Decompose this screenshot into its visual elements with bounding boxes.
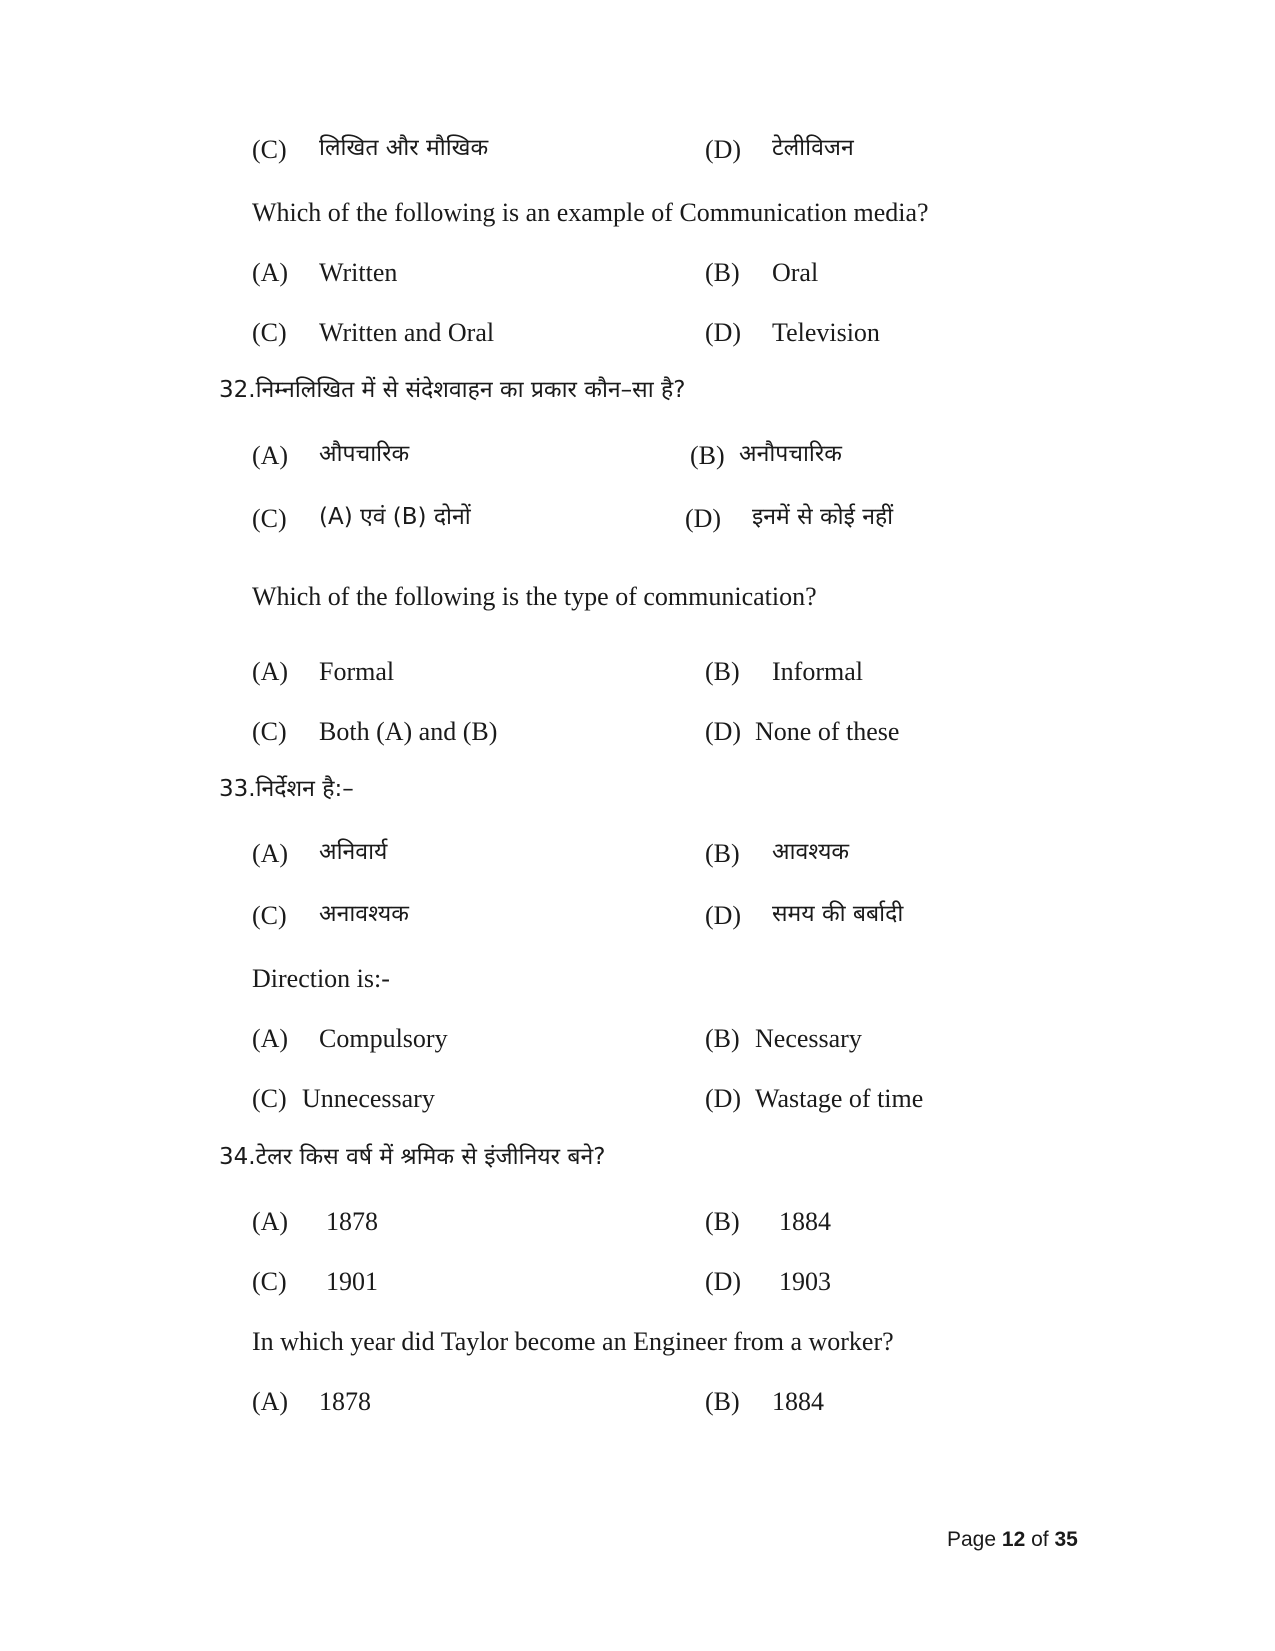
option-label: (B)	[705, 839, 740, 868]
option-text: Written and Oral	[319, 318, 495, 347]
of-word: of	[1031, 1528, 1049, 1551]
option-text: Wastage of time	[755, 1084, 924, 1113]
option-text: लिखित और मौखिक	[319, 135, 489, 161]
option-text: (A) एवं (B) दोनों	[319, 504, 471, 530]
option-text: 1884	[779, 1207, 831, 1236]
page-footer	[947, 1528, 1078, 1552]
option-text: औपचारिक	[319, 441, 410, 467]
option-label: (A)	[252, 1024, 289, 1053]
question-english: Direction is:-	[252, 964, 390, 993]
option-label: (D)	[705, 135, 742, 164]
option-text: आवश्यक	[772, 839, 850, 865]
option-label: (A)	[252, 441, 289, 470]
option-text: Television	[772, 318, 880, 347]
question-hindi: 33.निर्देशन है:–	[219, 776, 354, 802]
option-label: (A)	[252, 657, 289, 686]
option-label: (B)	[705, 1207, 740, 1236]
option-label: (C)	[252, 1084, 287, 1113]
option-text: अनावश्यक	[319, 901, 409, 927]
option-label: (A)	[252, 839, 289, 868]
option-label: (D)	[705, 1267, 742, 1296]
option-text: अनिवार्य	[319, 839, 388, 865]
option-text: Informal	[772, 657, 863, 686]
option-label: (A)	[252, 1387, 289, 1416]
option-label: (A)	[252, 258, 289, 287]
option-label: (B)	[705, 657, 740, 686]
option-text: Oral	[772, 258, 819, 287]
option-label: (C)	[252, 1267, 287, 1296]
option-text: टेलीविजन	[772, 135, 854, 161]
option-label: (A)	[252, 1207, 289, 1236]
option-text: 1901	[326, 1267, 378, 1296]
question-english: In which year did Taylor become an Engineer from a worker?	[252, 1327, 894, 1356]
option-label: (C)	[252, 504, 287, 533]
option-label: (C)	[252, 135, 287, 164]
option-label: (B)	[705, 1024, 740, 1053]
option-label: (D)	[705, 318, 742, 347]
option-text: Compulsory	[319, 1024, 448, 1053]
option-text: अनौपचारिक	[739, 441, 842, 467]
option-text: Written	[319, 258, 398, 287]
option-text: 1884	[772, 1387, 824, 1416]
option-label: (D)	[705, 901, 742, 930]
option-label: (B)	[690, 441, 725, 470]
option-text: इनमें से कोई नहीं	[752, 504, 894, 530]
option-label: (D)	[685, 504, 722, 533]
option-text: 1903	[779, 1267, 831, 1296]
question-hindi: 34.टेलर किस वर्ष में श्रमिक से इंजीनियर बने?	[219, 1144, 606, 1170]
option-text: 1878	[326, 1207, 378, 1236]
total-pages: 35	[1054, 1528, 1078, 1551]
option-label: (C)	[252, 318, 287, 347]
question-hindi: 32.निम्नलिखित में से संदेशवाहन का प्रकार कौन–सा है?	[219, 377, 686, 403]
page-number: 12	[1001, 1528, 1026, 1551]
option-label: (B)	[705, 258, 740, 287]
question-english: Which of the following is the type of communication?	[252, 582, 817, 611]
option-label: (B)	[705, 1387, 740, 1416]
question-english: Which of the following is an example of Communication media?	[252, 198, 929, 227]
option-text: Formal	[319, 657, 395, 686]
option-text: None of these	[755, 717, 900, 746]
option-text: Unnecessary	[302, 1084, 435, 1113]
option-label: (D)	[705, 1084, 742, 1113]
option-label: (C)	[252, 901, 287, 930]
option-text: Necessary	[755, 1024, 862, 1053]
option-text: 1878	[319, 1387, 371, 1416]
option-text: Both (A) and (B)	[319, 717, 498, 746]
option-label: (D)	[705, 717, 742, 746]
page-word: Page	[947, 1528, 997, 1551]
option-label: (C)	[252, 717, 287, 746]
option-text: समय की बर्बादी	[772, 901, 904, 927]
